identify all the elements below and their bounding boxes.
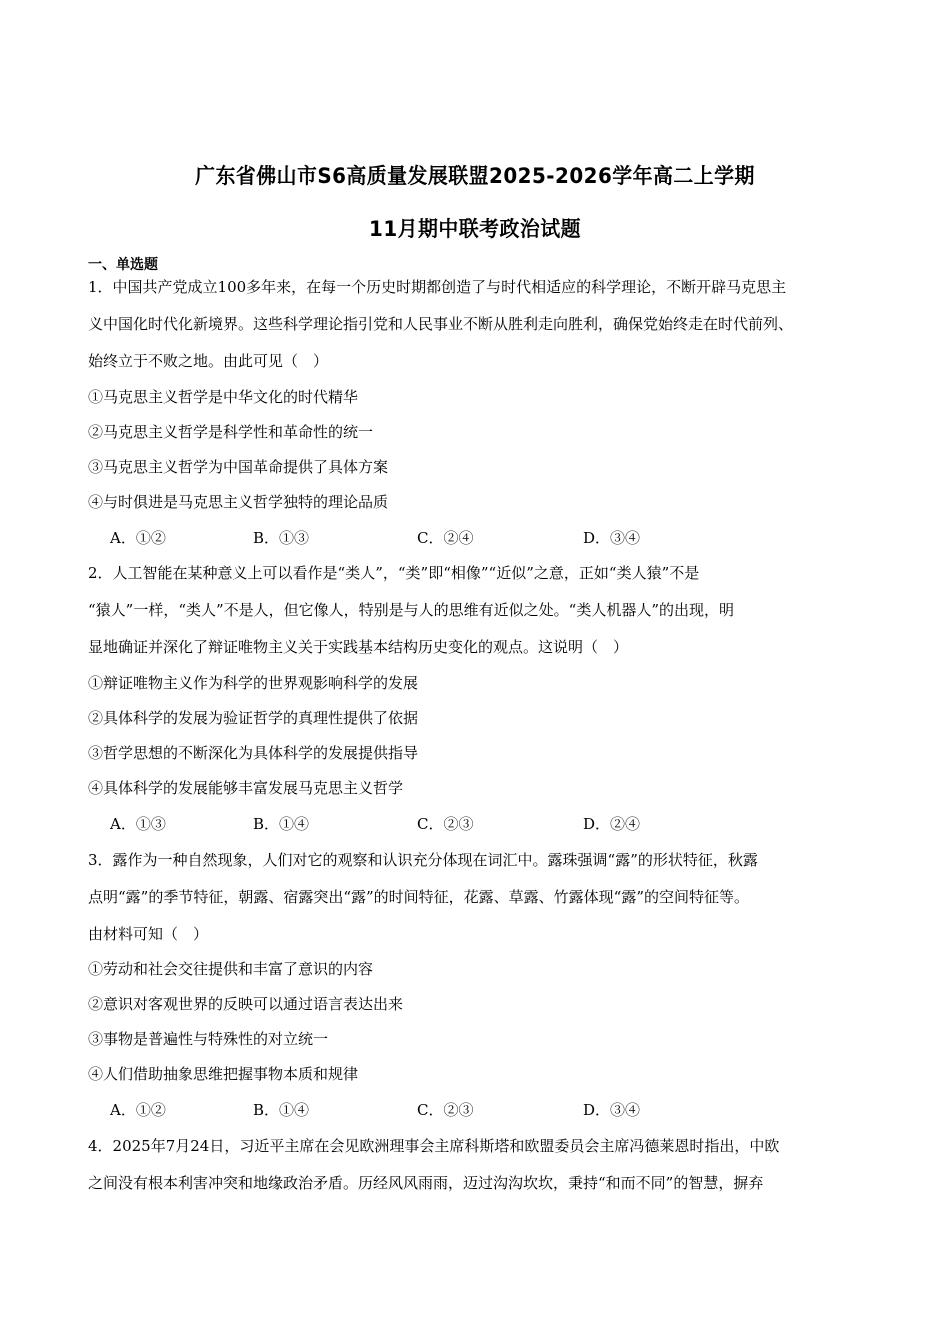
- q2-stem-line: 2．人工智能在某种意义上可以看作是“类人”，“类”即“相像”“近似”之意，正如“类人猿”不是: [88, 564, 700, 582]
- q2-statement: ④具体科学的发展能够丰富发展马克思主义哲学: [88, 779, 404, 797]
- q3-statement: ③事物是普遍性与特殊性的对立统一: [88, 1030, 329, 1048]
- q1-choice-d: D．③④: [583, 529, 641, 547]
- q2-statement: ①辩证唯物主义作为科学的世界观影响科学的发展: [88, 674, 419, 692]
- q3-stem-line: 由材料可知（ ）: [88, 925, 209, 943]
- q2-choice-b: B．①④: [253, 815, 310, 833]
- q1-statement: ①马克思主义哲学是中华文化的时代精华: [88, 388, 359, 406]
- q2-choice-c: C．②③: [417, 815, 474, 833]
- q4-stem-line: 4．2025年7月24日，习近平主席在会见欧洲理事会主席科斯塔和欧盟委员会主席冯德莱恩时指出，中欧: [88, 1137, 780, 1155]
- q3-choice-d: D．③④: [583, 1101, 641, 1119]
- q2-statement: ③哲学思想的不断深化为具体科学的发展提供指导: [88, 744, 419, 762]
- q1-choice-c: C．②④: [417, 529, 474, 547]
- section-heading: 一、单选题: [88, 257, 158, 273]
- document-title-line-2: 11月期中联考政治试题: [369, 217, 581, 241]
- q4-stem-line: 之间没有根本利害冲突和地缘政治矛盾。历经风风雨雨，迈过沟沟坎坎，秉持“和而不同”的智慧，摒弃: [88, 1174, 764, 1192]
- q2-choice-d: D．②④: [583, 815, 641, 833]
- q2-stem-line: “猿人”一样，“类人”不是人，但它像人，特别是与人的思维有近似之处。“类人机器人”的出现，明: [88, 601, 735, 619]
- q3-choice-b: B．①④: [253, 1101, 310, 1119]
- q3-stem-line: 3．露作为一种自然现象，人们对它的观察和认识充分体现在词汇中。露珠强调“露”的形状特征，秋露: [88, 851, 758, 869]
- q3-choice-c: C．②③: [417, 1101, 474, 1119]
- q3-stem-line: 点明“露”的季节特征，朝露、宿露突出“露”的时间特征，花露、草露、竹露体现“露”的空间特征等。: [88, 888, 750, 906]
- q1-statement: ④与时俱进是马克思主义哲学独特的理论品质: [88, 493, 389, 511]
- q2-stem-line: 显地确证并深化了辩证唯物主义关于实践基本结构历史变化的观点。这说明（ ）: [88, 638, 629, 656]
- q1-stem-line: 义中国化时代化新境界。这些科学理论指引党和人民事业不断从胜利走向胜利，确保党始终走在时代前列、: [88, 315, 794, 333]
- q1-statement: ③马克思主义哲学为中国革命提供了具体方案: [88, 458, 389, 476]
- document-title-line-1: 广东省佛山市S6高质量发展联盟2025-2026学年高二上学期: [195, 164, 755, 188]
- q2-choice-a: A．①③: [110, 815, 166, 833]
- q1-choice-a: A．①②: [110, 529, 166, 547]
- q1-stem-line: 1．中国共产党成立100多年来，在每一个历史时期都创造了与时代相适应的科学理论，不断开辟马克思主: [88, 278, 787, 296]
- q3-choice-a: A．①②: [110, 1101, 166, 1119]
- q1-stem-line: 始终立于不败之地。由此可见（ ）: [88, 352, 329, 370]
- q3-statement: ①劳动和社会交往提供和丰富了意识的内容: [88, 960, 374, 978]
- q3-statement: ②意识对客观世界的反映可以通过语言表达出来: [88, 995, 404, 1013]
- q1-statement: ②马克思主义哲学是科学性和革命性的统一: [88, 423, 374, 441]
- q3-statement: ④人们借助抽象思维把握事物本质和规律: [88, 1065, 359, 1083]
- q1-choice-b: B．①③: [253, 529, 310, 547]
- q2-statement: ②具体科学的发展为验证哲学的真理性提供了依据: [88, 709, 419, 727]
